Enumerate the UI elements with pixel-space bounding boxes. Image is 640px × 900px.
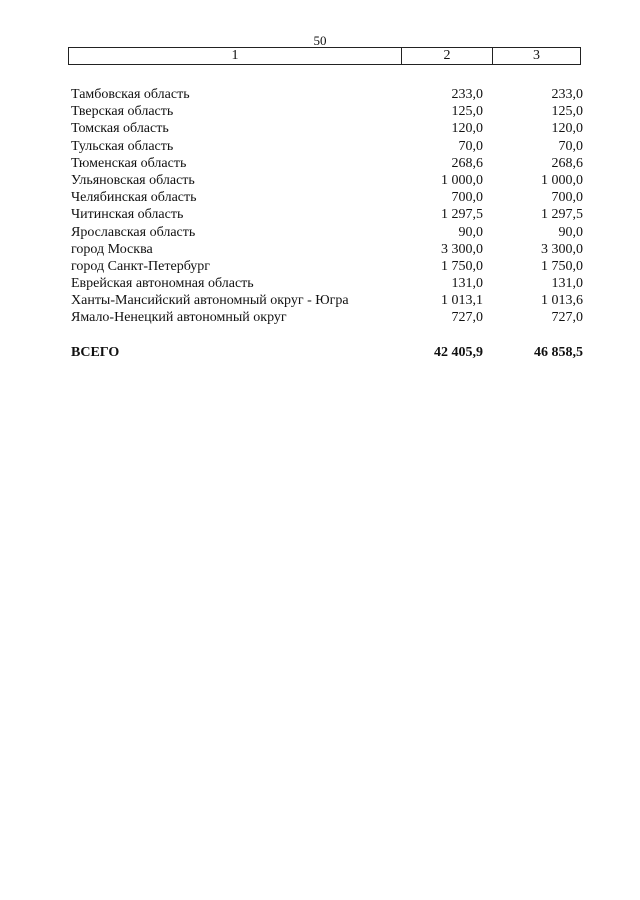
total-column-2: 42 405,9 [434, 345, 483, 360]
value-column-2: 120,0 [451, 121, 483, 137]
column-header-2: 2 [402, 48, 493, 64]
value-column-2: 727,0 [451, 310, 483, 326]
column-header-1: 1 [69, 48, 402, 64]
value-column-2: 3 300,0 [441, 241, 483, 257]
column-header-3: 3 [533, 48, 540, 63]
table-row [71, 155, 583, 172]
value-column-3: 727,0 [551, 310, 583, 326]
region-name: Тульская область [71, 138, 174, 154]
table-row [71, 120, 583, 137]
value-column-3: 70,0 [558, 138, 583, 154]
table-body [71, 86, 583, 327]
page-number: 50 [313, 33, 327, 48]
region-name: Ульяновская область [71, 172, 195, 188]
region-name: Читинская область [71, 207, 184, 223]
total-column-3: 46 858,5 [534, 345, 583, 360]
value-column-3: 233,0 [551, 87, 583, 102]
region-name: город Москва [71, 241, 153, 257]
value-column-3: 120,0 [551, 121, 583, 137]
table-row [71, 258, 583, 275]
region-name: город Санкт-Петербург [71, 258, 211, 274]
table-row [71, 275, 583, 292]
value-column-3: 1 750,0 [541, 258, 583, 274]
region-name: Ямало-Ненецкий автономный округ [71, 310, 287, 326]
value-column-3: 125,0 [551, 104, 583, 120]
value-column-2: 1 000,0 [441, 172, 483, 188]
value-column-3: 268,6 [551, 155, 583, 171]
table-row [71, 241, 583, 258]
table-row [71, 292, 583, 309]
total-label: ВСЕГО [71, 345, 120, 360]
region-name: Челябинская область [71, 190, 197, 206]
value-column-2: 233,0 [451, 87, 483, 102]
region-name: Еврейская автономная область [71, 276, 254, 292]
value-column-2: 1 013,1 [441, 293, 483, 309]
table-row [71, 224, 583, 241]
value-column-3: 1 013,6 [541, 293, 583, 309]
table-row [71, 206, 583, 223]
value-column-3: 700,0 [551, 190, 583, 206]
total-row [71, 344, 583, 362]
table-row [71, 86, 583, 103]
region-name: Ярославская область [71, 224, 196, 240]
value-column-3: 90,0 [558, 224, 583, 240]
value-column-3: 3 300,0 [541, 241, 583, 257]
value-column-2: 1 750,0 [441, 258, 483, 274]
value-column-2: 90,0 [458, 224, 483, 240]
value-column-2: 125,0 [451, 104, 483, 120]
table-row [71, 138, 583, 155]
table-row [71, 172, 583, 189]
region-name: Ханты-Мансийский автономный округ - Югра [71, 293, 349, 309]
value-column-3: 1 000,0 [541, 172, 583, 188]
value-column-3: 131,0 [551, 276, 583, 292]
table-row [71, 189, 583, 206]
value-column-2: 1 297,5 [441, 207, 483, 223]
region-name: Тюменская область [71, 155, 187, 171]
value-column-2: 700,0 [451, 190, 483, 206]
region-name: Тамбовская область [71, 87, 190, 102]
value-column-2: 70,0 [458, 138, 483, 154]
table-row [71, 309, 583, 326]
column-header-row [68, 47, 581, 65]
region-name: Тверская область [71, 104, 174, 120]
value-column-2: 268,6 [451, 155, 483, 171]
value-column-3: 1 297,5 [541, 207, 583, 223]
region-name: Томская область [71, 121, 169, 137]
table-row [71, 103, 583, 120]
value-column-2: 131,0 [451, 276, 483, 292]
